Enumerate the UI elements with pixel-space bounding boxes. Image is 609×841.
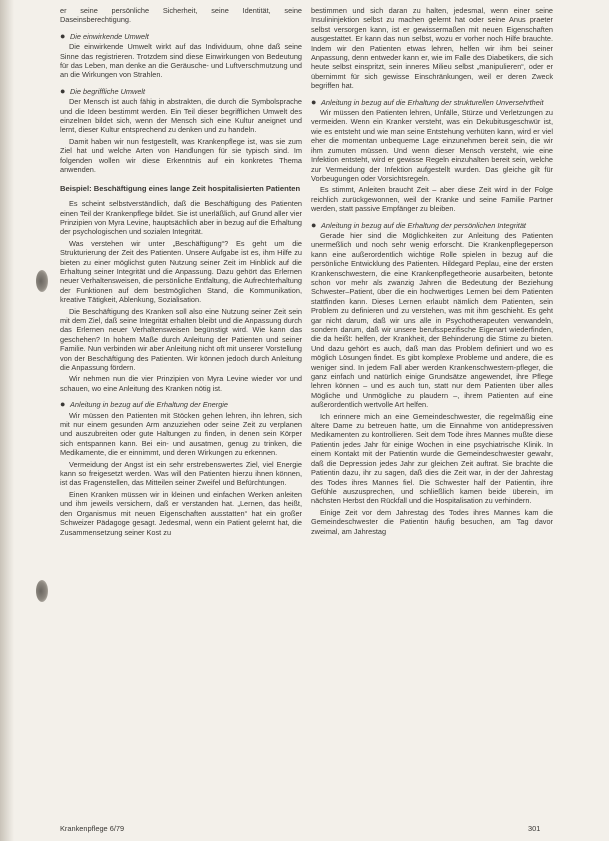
bullet-icon: ● [60, 30, 66, 41]
bullet-heading [60, 87, 302, 96]
paragraph: Was verstehen wir unter „Beschäftigung“? Es geht um die Strukturierung der Zeit des Patienten. Unsere Aufgabe ist es, ihm Hilfe zu bieten zu einer möglichst guten Nutzung seiner Zeit im Hinblick auf die Erhaltung seiner Integrität und die Anpassung. Dazu gehört das Erlernen neuer Verhaltensweisen, die persönliche Entfaltung, die Aufrechterhaltung der Funktionen auf dem bestmöglichen Stand, die Kommunikation, kreative Tätigkeit, Ablenkung, Sozialisation. [60, 238, 302, 305]
paragraph: er seine persönliche Sicherheit, seine Identität, seine Daseinsberechtigung. [60, 6, 302, 25]
bullet-heading [311, 221, 553, 230]
page-edge-shadow [0, 0, 14, 841]
bullet-heading [60, 400, 302, 409]
bullet-heading-text: Die begriffliche Umwelt [70, 86, 146, 96]
bullet-heading-text: Die einwirkende Umwelt [70, 31, 149, 41]
paragraph: Wir müssen den Patienten lehren, Unfälle, Stürze und Verletzungen zu vermeiden. Wenn ein Kranker versteht, was ein Dekubitusgeschwür ist, wie es entsteht und wie man seine Entstehung verhüten kann, wird er viel eher die momentan unbequeme Lage einzunehmen bereit sein, die wir ihm zumuten müssen. Und wenn dieser Mensch versteht, wie eine Infektion entsteht, wird er gewisse Regeln einzuhalten bereit sein, welche zur Vermeidung der Infektion aufgestellt wurden. Das gleiche gilt für Vorbeugungen oder Vorsichtsregeln. [311, 108, 553, 183]
bullet-heading-text: Anleitung in bezug auf die Erhaltung der strukturellen Unversehrtheit [321, 97, 544, 107]
bullet-heading-text: Anleitung in bezug auf die Erhaltung der Energie [70, 400, 229, 410]
section-heading: Beispiel: Beschäftigung eines lange Zeit hospitalisierten Patienten [60, 183, 301, 193]
paragraph: Damit haben wir nun festgestellt, was Krankenpflege ist, was sie zum Ziel hat und welche Arten von Handlungen für sie typisch sind. Im folgenden wollen wir diese Erkenntnis auf ein konkretes Thema anwenden. [60, 136, 302, 175]
bullet-icon: ● [60, 85, 66, 96]
paragraph: Gerade hier sind die Möglichkeiten zur Anleitung des Patienten unermeßlich und noch sehr wenig erforscht. Die Krankenpflegeperson kann eine außerordentlich wichtige Rolle spielen in bezug auf die persönliche Entwicklung des Patienten. Hildegard Peplau, eine der ersten Krankenschwestern, die eine Krankenpflegetheorie ausarbeiten, betonte schon vor mehr als zwanzig Jahren die Bedeutung der Beziehung Schwester–Patient, über die ein hochwertiges Lernen bei dem Patienten stattfinden kann. Dieses Lernen erlaubt nämlich dem Patienten, sein Problem zu definieren und zu verstehen, was mit ihm geschieht. Es geht gar nicht darum, daß wir uns alle in Psychotherapeuten verwandeln, sondern darum, daß wir unsere berufsspezifische Eigenart wiederfinden, die da heißt: helfen, der Krankheit, der Behinderung die Stirne zu bieten. Und dazu gehört es auch, daß man das Problem definiert und wo es möglich Lösungen findet. Es gibt komplexe Probleme und andere, die es weniger sind. In jedem Fall aber werden Krankenschwestern-pfleger, die ganz einfach und natürlich einige Grundsätze angewendet, ihre Pflege lehren können – und es auch tun, statt nur dem Patienten über alles Mögliche und Unmögliche zu plaudern –, ihrem Patienten auf eine außerordentlich wertvolle Art helfen. [311, 230, 553, 410]
paragraph: Ich erinnere mich an eine Gemeindeschwester, die regelmäßig eine ältere Dame zu betreuen hatte, um die Einnahme von antidepressiven Medikamenten zu kontrollieren. Seit dem Tode ihres Mannes mußte diese Patientin jedes Jahr für einige Wochen in eine psychiatrische Klinik. In einem Kontakt mit der Patientin wurde die Gemeindeschwester gewahr, daß die Depression jedes Jahr zur gleichen Zeit auftrat. Sie brachte die Patientin dazu, ihr zu sagen, daß dies die Zeit war, in der der Jahrestag des Todes ihres Mannes fiel. Die Schwester half der Patientin, ihre Gefühle auszusprechen, und schließlich kamen beide überein, im nächsten Herbst den Rückfall und die Hospitalisation zu verhindern. [311, 411, 553, 506]
paragraph: Die einwirkende Umwelt wirkt auf das Individuum, ohne daß seine Sinne das registrieren. Trotzdem sind diese Einwirkungen von Bedeutung für das Leben, man denke an die Geräusche- und Luftverschmutzung und an die Wirkungen von Strahlen. [60, 42, 302, 80]
paragraph: Wir nehmen nun die vier Prinzipien von Myra Levine wieder vor und schauen, wo eine Anleitung des Kranken nötig ist. [60, 374, 302, 393]
bullet-icon: ● [311, 219, 317, 230]
paragraph: Einige Zeit vor dem Jahrestag des Todes ihres Mannes kam die Gemeindeschwester die Patientin häufig besuchen, am Tag davor zweimal, am Jahrestag [311, 507, 553, 536]
bullet-heading [60, 32, 302, 41]
right-column [311, 6, 553, 538]
paragraph: Vermeidung der Angst ist ein sehr erstrebenswertes Ziel, viel Energie kann so freigesetzt werden. Was will den Patienten hierzu ihnen können, ist das Fragenstellen, das Mitteilen seiner Zweifel und Befürchtungen. [60, 459, 302, 488]
paragraph: Die Beschäftigung des Kranken soll also eine Nutzung seiner Zeit sein mit dem Ziel, daß seine Integrität erhalten bleibt und die Anpassung durch das Erlernen neuer Verhaltensweisen begünstigt wird. Wie kann das geschehen? In hohem Maße durch Anleitung der Patienten und seiner Familie. Nun verbinden wir aber Anleitung nicht oft mit unserer Vorstellung von der Beschäftigung des Patienten. Wir können jedoch durch Anleitung die Anpassung fördern. [60, 306, 302, 372]
paragraph: Einen Kranken müssen wir in kleinen und einfachen Werken anleiten und ihm jeweils versichern, daß er verstanden hat. „Lernen, das heißt, den Organismus mit neuen Eigenschaften ausstatten“ hat ein großer Schweizer Pädagoge gesagt. Jedesmal, wenn ein Patient gelernt hat, die Zusammensetzung seiner Kost zu [60, 489, 302, 537]
left-column [60, 6, 302, 539]
paragraph: Es stimmt, Anleiten braucht Zeit – aber diese Zeit wird in der Folge reichlich zurückgewonnen, weil der Kranke und seine Familie Partner werden, statt passive Empfänger zu bleiben. [311, 185, 553, 214]
punch-hole-bottom [36, 580, 48, 602]
punch-hole-top [36, 270, 48, 292]
paragraph: Es scheint selbstverständlich, daß die Beschäftigung des Patienten einen Teil der Krankenpflege bildet. Sie ist unerläßlich, auf Grund aller vier Prinzipien von Myra Levine, hauptsächlich aber in bezug auf die Erhaltung der psychologischen und sozialen Integrität. [60, 199, 302, 237]
bullet-heading-text: Anleitung in bezug auf die Erhaltung der persönlichen Integrität [321, 220, 526, 230]
page-number: 301 [528, 824, 541, 833]
journal-footer: Krankenpflege 6/79 [60, 824, 125, 833]
paragraph: Wir müssen den Patienten mit Stöcken gehen lehren, ihn lehren, sich mit nur einem gesunden Arm anzuziehen oder seine Zeit zu verplanen und auszubreiten oder gute Haltungen zu finden, in denen sein Körper sich entspannen kann. Bei ein- und ausatmen, genug zu trinken, die Medikamente, die er einnimmt, und deren Wirkungen zu erkennen. [60, 410, 302, 458]
bullet-icon: ● [60, 399, 66, 410]
paragraph: bestimmen und sich daran zu halten, jedesmal, wenn einer seine Insulininjektion selbst zu machen gelernt hat oder seine Anus praeter selbst versorgen kann, ist er gewissermaßen mit neuen Eigenschaften ausgestattet. Er kann das nun selbst, wozu er vorher noch Hilfe brauchte. Indem wir den Patienten etwas lehren, helfen wir ihm bei seiner Anpassung, denn entweder kann er, wie im Falle des Diabetikers, die sich heute selbst einspritzt, sein inneres Milieu selbst „manipulieren“, oder er übernimmt für sich gewisse Einschränkungen, weil er deren Zweck begriffen hat. [311, 6, 553, 91]
bullet-icon: ● [311, 96, 317, 107]
paragraph: Der Mensch ist auch fähig in abstrakten, die durch die Symbolsprache und die Ideen bestimmt werden. Ein Teil dieser begrifflichen Umwelt des einzelnen bildet sich, wenn der Mensch sich eine Kultur aneignet und lernt, dieser Kultur entsprechend zu denken und zu handeln. [60, 97, 302, 135]
bullet-heading [311, 98, 553, 107]
